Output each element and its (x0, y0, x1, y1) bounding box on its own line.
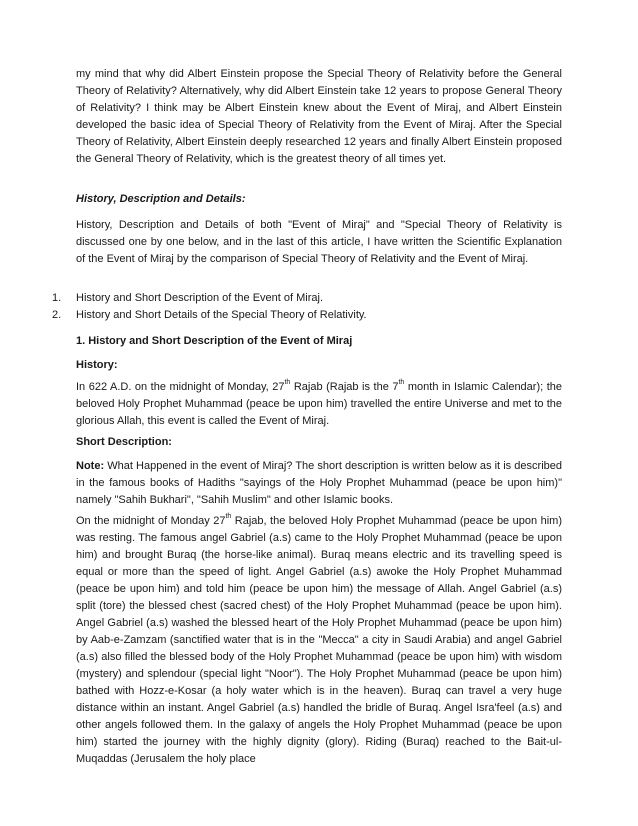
section-heading: History, Description and Details: (76, 193, 246, 205)
intro-paragraph: my mind that why did Albert Einstein propose the Special Theory of Relativity before the General Theory of Relativity? Alternatively, why did Albert Einstein take 12 years to propose General Theory of Relativity? I think may be Albert Einstein knew about the Event of Miraj, and Albert Einstein developed the basic idea of Special Theory of Relativity from the Event of Miraj. After the Special Theory of Relativity, Albert Einstein deeply researched 12 years and finally Albert Einstein proposed the General Theory of Relativity, which is the greatest theory of all times yet. (76, 68, 562, 165)
toc-item (52, 290, 572, 307)
final-paragraph (76, 513, 562, 768)
section-paragraph: History, Description and Details of both "Event of Miraj" and "Special Theory of Relativity is discussed one by one below, and in the last of this article, I have written the Scientific Explanation of the Event of Miraj by the comparison of Special Theory of Relativity and the Event of Miraj. (76, 219, 562, 265)
note-text: What Happened in the event of Miraj? The short description is written below as it is described in the famous books of Hadiths "sayings of the Holy Prophet Muhammad (peace be upon him)" namely "Sahih Bukhari", "Sahih Muslim" and other Islamic books. (76, 460, 562, 506)
history-text-1: In 622 A.D. on the midnight of Monday, 27 (76, 381, 285, 393)
toc-item-text: History and Short Details of the Special Theory of Relativity. (76, 309, 367, 321)
toc-item-number: 1. (52, 292, 62, 304)
toc-list (52, 290, 572, 324)
history-sup-1: th (284, 379, 291, 387)
final-text-2: Rajab, the beloved Holy Prophet Muhammad (peace be upon him) was resting. The famous angel Gabriel (a.s) came to the Holy Prophet Muhammad (peace be upon him) and brought Buraq (the horse-like animal). Buraq means electric and its travelling speed is equal or more than the speed of light. Angel Gabriel (a.s) awoke the Holy Prophet Muhammad (peace be upon him) and told him (peace be upon him) the message of Allah. Angel Gabriel (a.s) split (tore) the blessed chest (sacred chest) of the Holy Prophet Muhammad (peace be upon him). Angel Gabriel (a.s) washed the blessed heart of the Holy Prophet Muhammad (peace be upon him) by Aab-e-Zamzam (sanctified water that is in the "Mecca" a city in Saudi Arabia) and angel Gabriel (a.s) also filled the blessed body of the Holy Prophet Muhammad (peace be upon him) with wisdom (mystery) and splendour (special light "Noor"). The Holy Prophet Muhammad (peace be upon him) bathed with Hozz-e-Kosar (a holy water which is in the heaven). Buraq can travel a very huge distance within an instant. Angel Gabriel (a.s) handled the bridle of Buraq. Angel Isra'feel (a.s) and other angels followed them. In the galaxy of angels the Holy Prophet Muhammad (peace be upon him) started the journey with the highly dignity (glory). Riding (Buraq) reached to the Bait-ul-Muqaddas (Jerusalem the holy place (76, 515, 562, 765)
history-text-2: Rajab (Rajab is the 7 (290, 381, 399, 393)
history-label: History: (76, 359, 118, 371)
note-label: Note: (76, 460, 105, 472)
toc-item-number: 2. (52, 309, 62, 321)
short-description-label: Short Description: (76, 436, 172, 448)
toc-item (52, 307, 572, 324)
subsection-heading: 1. History and Short Description of the Event of Miraj (76, 335, 353, 347)
toc-item-text: History and Short Description of the Event of Miraj. (76, 292, 323, 304)
history-sup-2: th (398, 379, 405, 387)
history-text-3: month in Islamic Calendar); the beloved Holy Prophet Muhammad (peace be upon him) travelled the entire Universe and met to the glorious Allah, this event is called the Event of Miraj. (76, 381, 562, 427)
final-text-1: On the midnight of Monday 27 (76, 515, 226, 527)
final-sup-1: th (225, 513, 232, 521)
note-paragraph (76, 458, 562, 509)
history-paragraph (76, 379, 562, 430)
